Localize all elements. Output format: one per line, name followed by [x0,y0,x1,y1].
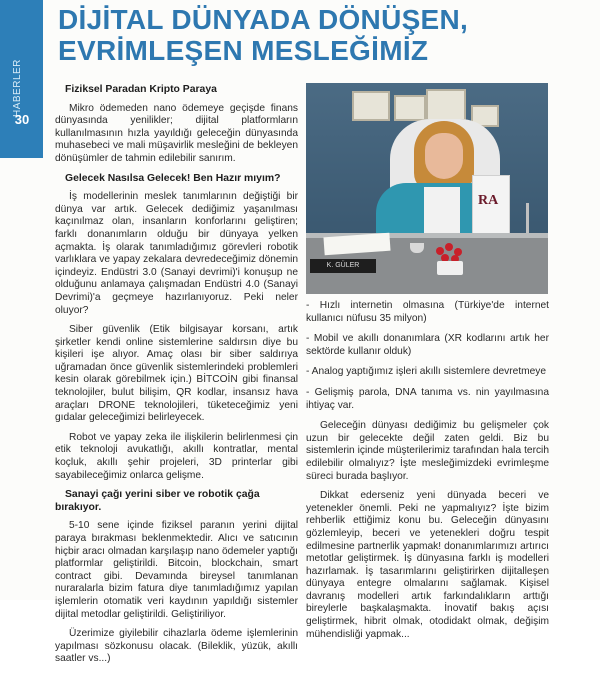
subheading-future: Gelecek Nasılsa Gelecek! Ben Hazır mıyım? [65,172,281,184]
paragraph: Geleceğin dünyası dediğimiz bu gelişmeler çok uzun bir gelecekte değil zaten geldi. Biz bu sistemlerin içinde müşterilerimiz tarafından hala tercih edilebilir olmalıyız? İşte mesleğimizdeki evrimleşme süreci burada başlıyor. [306,420,549,482]
paragraph: Siber güvenlik (Etik bilgisayar korsanı, artık şirketler kendi online sistemlerine saldırsın diye bu kişileri işe alıyor. Amaç olası bir siber saldırıya uğramadan önce güvenlik sistemlerindeki problemleri kesin olarak görebilmek için.) BİTCOİN gibi finansal teknolojiler, bulut bilişim, QR kodlar, insansız hava araçları DRONE teknolojileri, tüketeceğimiz yeni gıdalar geleceğimizi belirleyecek. [55,324,298,424]
flag-logo: RA [478,193,499,208]
article-title [58,4,588,66]
section-label: HABERLER [12,59,23,117]
wall-frame [352,91,390,121]
desk-nameplate: K. GÜLER [310,259,376,273]
wall-frame [426,89,466,121]
paragraph: Üzerimize giyilebilir cihazlarla ödeme işlemlerinin yapılması sözkonusu olacak. (Bileklik, yüzük, akıllı saatler vs...) [55,628,298,665]
page-number: 30 [14,112,30,127]
paragraph: Mikro ödemeden nano ödemeye geçişde finans dünyasında yenilikler; dijital platformların kullanılmasının hızla yayıldığı geleceğin dünyasında muhasebeci ve mali müşavirlik mesleğini de bekleyen dönüşümler de tahmin edilebilir sanırım. [55,102,298,164]
paragraph: 5-10 sene içinde fiziksel paranın yerini dijital paraya bırakması beklenmektedir. Alıcı ve satıcının hiçbir aracı olmadan karşılaşıp nano ödemeler yaptığı platformlar geliştirildi. Bitcoin, blockchain, smart contract gibi. Devamında bireysel tanımlanan nuraralarla bizim fatura diye tanımladığımız yapılan işlemlerin otomatik veri kaydının yapıldığı sistemler dijital metodlar geliştirildi. Geliştiriliyor. [55,520,298,620]
paragraph: Robot ve yapay zeka ile ilişkilerin belirlenmesi çin etik teknoloji avukatlığı, akıllı kontratlar, mental koçluk, akıllı şehir projeleri, 3D printerlar gibi sayabileceğimiz onlarca gelişme. [55,431,298,481]
bullet-item: - Mobil ve akıllı donanımlara (XR kodlarını artık her sektörde kullanır olduk) [306,333,549,357]
right-column [306,300,549,648]
subheading-industry: Sanayi çağı yerini siber ve robotik çağa bırakıyor. [55,489,260,513]
paragraph: Dikkat ederseniz yeni dünyada beceri ve yetenekler önemli. Peki ne yapmalıyız? İşte bizim rehberlik ettiğimiz konu bu. Geleceğin dünyasını gözlemleyip, beceri ve yetenekleri doğru tespit edilmesine partnerlik yapmak! donanımlarımızı artırıcı metotlar geliştirmek. İş dünyasına farklı iş modelleri hazırlamak. İş tasarımlarını geliştirirken dijitalleşen dünyaya entegre olmalarını sağlamak. Kişisel davranış modelleri artık farkındalıkların arttığı bireylerle başkalaşmakta. İnovatif bakış açısı geliştirmek, hibrit olmak, otodidakt olmak, değişim mühendisliği yapmak... [306,490,549,640]
flower-pot [437,261,463,275]
bullet-item: - Hızlı internetin olmasına (Türkiye'de internet kullanıcı nüfusu 35 milyon) [306,300,549,324]
wall-frame [394,95,426,121]
bullet-item: - Gelişmiş parola, DNA tanıma vs. nin yayılmasına ihtiyaç var. [306,386,549,411]
author-photo [306,83,548,294]
title-line-1: DİJİTAL DÜNYADA DÖNÜŞEN, [58,4,469,35]
left-column [55,80,298,673]
subheading-crypto: Fiziksel Paradan Kripto Paraya [65,84,217,95]
person-face [425,133,463,179]
title-line-2: EVRİMLEŞEN MESLEĞİMİZ [58,35,429,66]
bullet-item: - Analog yaptığımız işleri akıllı sistemlere devretmeye [306,366,547,378]
paragraph: İş modellerinin meslek tanımlarının değiştiği bir dünya var artık. Gelecek dediğimiz yaşanılması kaçınılmaz olan, insanların konforlarını geliştiren; farklı donanımların olduğu bir dünyaya yelken açmakta. İş olarak tanımladığımız görevleri robotik varlıklara ve yapay zekalara devredeceğimiz dönemin içindeyiz. Endüstri 3.0 (Sanayi devrimi)'i konuşup ne olduğunu anlamaya çalışmadan Endüstri 4.0 (Sanayi Devrimi)'a geçmeye hazırlanıyoruz. Peki neler oluyor? [55,191,298,316]
desk-cup [410,243,424,253]
